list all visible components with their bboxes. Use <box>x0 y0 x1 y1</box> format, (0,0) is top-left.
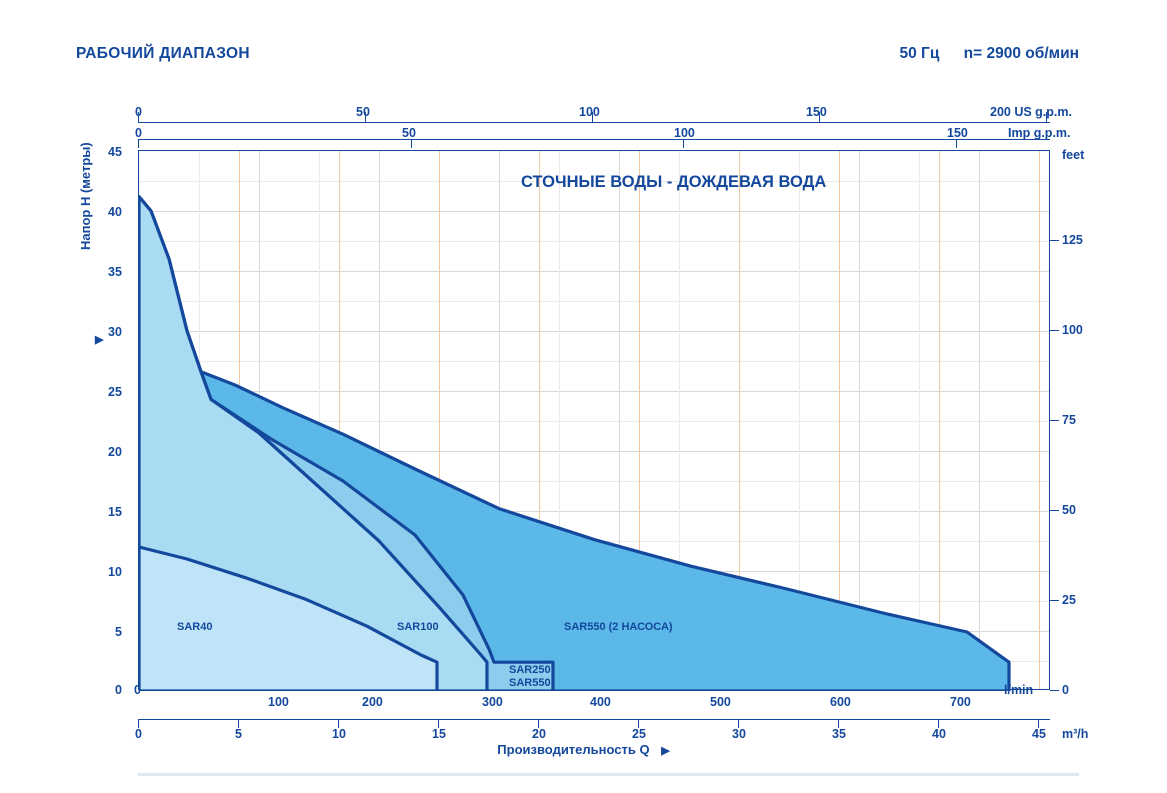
tick-feet-0 <box>1050 690 1059 691</box>
speed-label: n= 2900 об/мин <box>963 45 1079 62</box>
tick-label-y-35: 35 <box>108 265 122 279</box>
page-title: РАБОЧИЙ ДИАПАЗОН <box>76 45 250 62</box>
tick-feet-50 <box>1050 510 1059 511</box>
tick-feet-100 <box>1050 330 1059 331</box>
tick-imp-100 <box>683 139 684 148</box>
tick-label-lmin-200: 200 <box>362 695 383 709</box>
tick-label-lmin-300: 300 <box>482 695 503 709</box>
top-ruler-imp-gpm <box>138 139 1050 140</box>
tick-label-m3h-10: 10 <box>332 727 346 741</box>
tick-label-m3h-35: 35 <box>832 727 846 741</box>
x-axis-arrow: ▶ <box>661 745 670 757</box>
chart-areas <box>139 151 1051 691</box>
tick-label-m3h-25: 25 <box>632 727 646 741</box>
header-specs <box>899 45 1079 63</box>
tick-label-imp-0: 0 <box>135 126 142 140</box>
tick-label-feet-50: 50 <box>1062 503 1076 517</box>
series-label-sar550: SAR550 <box>509 677 551 689</box>
tick-feet-125 <box>1050 240 1059 241</box>
series-label-sar250: SAR250 <box>509 664 551 676</box>
tick-label-m3h-30: 30 <box>732 727 746 741</box>
frequency-label: 50 Гц <box>899 45 940 62</box>
tick-imp-50 <box>411 139 412 148</box>
tick-label-lmin-500: 500 <box>710 695 731 709</box>
axis-label-imp-gpm: Imp g.p.m. <box>1008 126 1071 140</box>
tick-imp-150 <box>956 139 957 148</box>
tick-label-imp-100: 100 <box>674 126 695 140</box>
tick-label-y-10: 10 <box>108 565 122 579</box>
y-axis-arrow: ▶ <box>95 334 104 346</box>
tick-label-m3h-45: 45 <box>1032 727 1046 741</box>
tick-label-feet-125: 125 <box>1062 233 1083 247</box>
axis-label-feet: feet <box>1062 148 1085 162</box>
tick-label-lmin-0: 0 <box>134 683 141 697</box>
tick-label-m3h-15: 15 <box>432 727 446 741</box>
tick-label-lmin-700: 700 <box>950 695 971 709</box>
tick-label-y-20: 20 <box>108 445 122 459</box>
y-axis-title: Напор H (метры) <box>78 142 93 250</box>
tick-label-y-15: 15 <box>108 505 122 519</box>
x-axis-title <box>0 742 1167 757</box>
performance-chart <box>138 150 1050 690</box>
footer-divider <box>138 773 1079 776</box>
tick-label-us-100: 100 <box>579 105 600 119</box>
tick-label-m3h-5: 5 <box>235 727 242 741</box>
tick-label-lmin-400: 400 <box>590 695 611 709</box>
tick-label-y-5: 5 <box>115 625 122 639</box>
tick-label-us-150: 150 <box>806 105 827 119</box>
tick-label-imp-150: 150 <box>947 126 968 140</box>
axis-label-us-gpm: 200 US g.p.m. <box>990 105 1072 119</box>
series-label-sar100: SAR100 <box>397 621 439 633</box>
tick-label-m3h-20: 20 <box>532 727 546 741</box>
tick-label-imp-50: 50 <box>402 126 416 140</box>
tick-feet-25 <box>1050 600 1059 601</box>
chart-inner-title: СТОЧНЫЕ ВОДЫ - ДОЖДЕВАЯ ВОДА <box>521 173 827 191</box>
series-label-sar550-2pumps: SAR550 (2 НАСОСА) <box>564 621 673 633</box>
axis-label-m3h: m³/h <box>1062 727 1089 741</box>
tick-label-us-50: 50 <box>356 105 370 119</box>
tick-label-feet-0: 0 <box>1062 683 1069 697</box>
tick-label-y-30: 30 <box>108 325 122 339</box>
tick-label-y-45: 45 <box>108 145 122 159</box>
tick-label-feet-100: 100 <box>1062 323 1083 337</box>
top-ruler-us-gpm <box>138 122 1050 123</box>
tick-feet-75 <box>1050 420 1059 421</box>
tick-label-feet-75: 75 <box>1062 413 1076 427</box>
series-label-sar40: SAR40 <box>177 621 213 633</box>
x-axis-title-text: Производительность Q <box>497 742 650 757</box>
tick-label-us-0: 0 <box>135 105 142 119</box>
tick-label-feet-25: 25 <box>1062 593 1076 607</box>
tick-label-lmin-100: 100 <box>268 695 289 709</box>
tick-label-m3h-40: 40 <box>932 727 946 741</box>
bottom-ruler-m3h <box>138 719 1050 720</box>
tick-label-m3h-0: 0 <box>135 727 142 741</box>
tick-imp-0 <box>138 139 139 148</box>
tick-label-y-25: 25 <box>108 385 122 399</box>
tick-label-y-40: 40 <box>108 205 122 219</box>
tick-label-lmin-600: 600 <box>830 695 851 709</box>
axis-label-lmin: l/min <box>1004 683 1034 697</box>
tick-label-y-0: 0 <box>115 683 122 697</box>
